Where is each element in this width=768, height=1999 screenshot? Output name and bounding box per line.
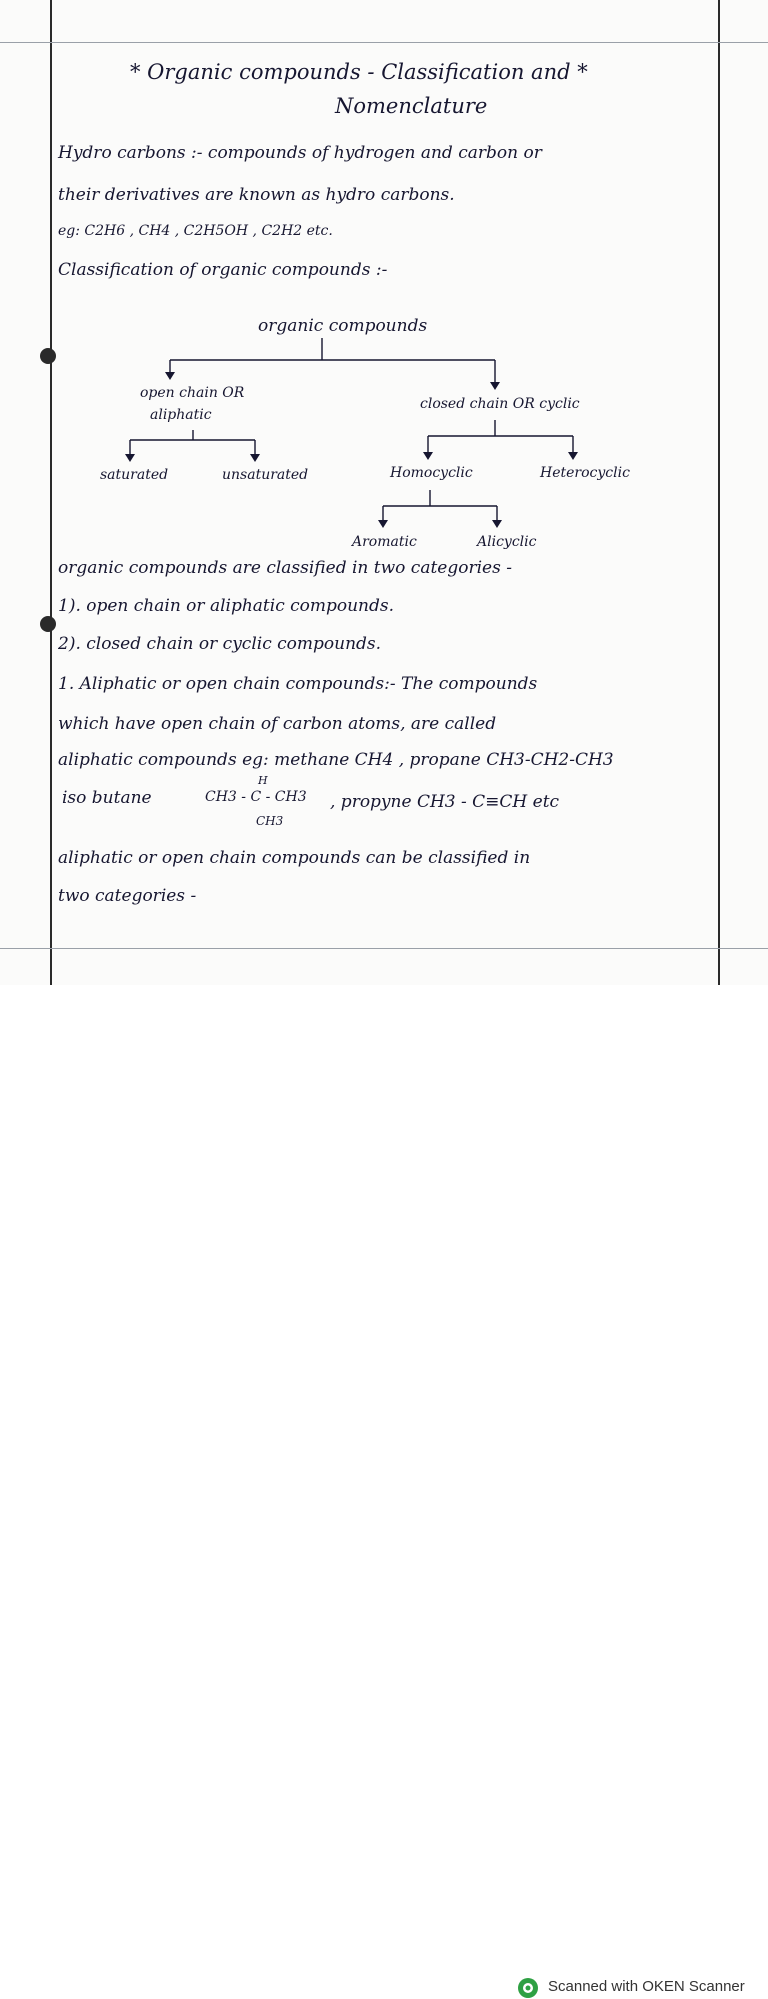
scanner-footer	[0, 985, 768, 1995]
hydrocarbons-line1: Hydro carbons :- compounds of hydrogen and carbon or	[58, 143, 542, 163]
tree-aliphatic: aliphatic	[150, 407, 212, 423]
tree-aromatic: Aromatic	[352, 534, 417, 550]
iso-butane-main-chain: CH3 - C - CH3	[205, 789, 307, 805]
tree-root-organic-compounds: organic compounds	[258, 316, 428, 336]
iso-butane-top-h: H	[258, 774, 268, 787]
hydrocarbons-line2: their derivatives are known as hydro carbons.	[58, 185, 455, 205]
body-line-open-chain: 1). open chain or aliphatic compounds.	[58, 596, 395, 616]
notebook-page	[0, 0, 768, 985]
tree-unsaturated: unsaturated	[222, 467, 309, 483]
body-line-propyne: , propyne CH3 - C≡CH etc	[330, 792, 560, 812]
bottom-rule	[0, 948, 768, 949]
tree-open-chain: open chain OR	[140, 385, 245, 401]
body-line-two-categories: two categories -	[58, 886, 197, 906]
body-line-categories: organic compounds are classified in two categories -	[58, 558, 512, 578]
scanner-watermark-text: Scanned with OKEN Scanner	[548, 1978, 745, 1995]
tree-alicyclic: Alicyclic	[477, 534, 537, 550]
tree-heterocyclic: Heterocyclic	[540, 465, 630, 481]
tree-closed-chain: closed chain OR cyclic	[420, 396, 580, 412]
scanner-logo-icon	[517, 1977, 539, 1999]
binder-hole-bottom	[40, 616, 56, 632]
body-line-aliphatic-heading: 1. Aliphatic or open chain compounds:- The compounds	[58, 674, 538, 694]
hydrocarbons-examples: eg: C2H6 , CH4 , C2H5OH , C2H2 etc.	[58, 223, 333, 239]
page-title-line1: * Organic compounds - Classification and *	[130, 60, 588, 84]
iso-butane-branch: CH3	[256, 814, 284, 828]
body-line-methane-propane: aliphatic compounds eg: methane CH4 , propane CH3-CH2-CH3	[58, 750, 614, 770]
tree-saturated: saturated	[100, 467, 169, 483]
classification-heading: Classification of organic compounds :-	[58, 260, 388, 280]
body-line-classified: aliphatic or open chain compounds can be classified in	[58, 848, 531, 868]
body-line-which-have: which have open chain of carbon atoms, are called	[58, 714, 497, 734]
page-title-line2: Nomenclature	[335, 94, 488, 118]
body-line-closed-chain: 2). closed chain or cyclic compounds.	[58, 634, 382, 654]
body-iso-butane-label: iso butane	[62, 788, 152, 808]
tree-homocyclic: Homocyclic	[390, 465, 473, 481]
